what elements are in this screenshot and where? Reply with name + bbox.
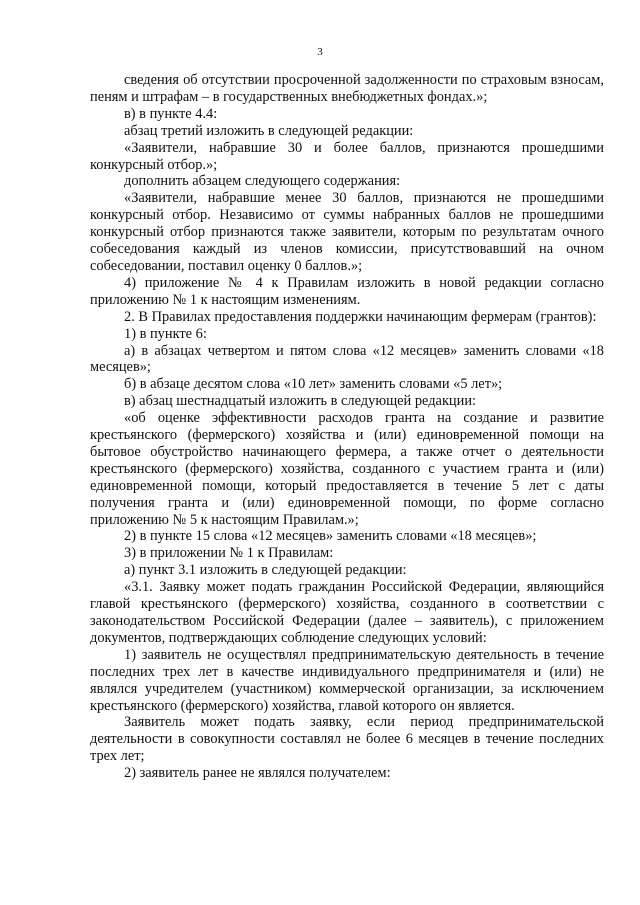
paragraph: абзац третий изложить в следующей редакции: — [124, 122, 414, 139]
paragraph: «Заявители, набравшие менее 30 баллов, признаются не прошедшими конкурсный отбор. Независимо от суммы набранных баллов не прошедшими конкурсный отбор признаются также заявители, которым по результатам очного собеседования каждый из членов комиссии, присутствовавший на очном собеседовании, поставил оценку 0 баллов.»; — [90, 190, 604, 274]
paragraph: б) в абзаце десятом слова «10 лет» заменить словами «5 лет»; — [124, 376, 503, 393]
paragraph: в) абзац шестнадцатый изложить в следующей редакции: — [124, 393, 477, 410]
paragraph: 4) приложение № 4 к Правилам изложить в новой редакции согласно приложению № 1 к настоящим изменениям. — [90, 274, 604, 308]
paragraph: а) в абзацах четвертом и пятом слова «12 месяцев» заменить словами «18 месяцев»; — [90, 342, 604, 376]
page-number: 3 — [317, 46, 323, 58]
paragraph: 2) в пункте 15 слова «12 месяцев» заменить словами «18 месяцев»; — [124, 528, 537, 545]
document-body — [90, 72, 604, 782]
paragraph: «об оценке эффективности расходов гранта на создание и развитие крестьянского (фермерского) хозяйства и (или) единовременной помощи на бытовое обустройство начинающего фермера, а также отчет о деятельности крестьянского (фермерского) хозяйства, созданного с участием гранта и (или) единовременной помощи, который предоставляется в течение 5 лет с даты получения гранта и (или) единовременной помощи, по форме согласно приложению № 5 к настоящим Правилам.»; — [90, 410, 604, 528]
paragraph: Заявитель может подать заявку, если период предпринимательской деятельности в совокупности составлял не более 6 месяцев в течение последних трех лет; — [90, 714, 604, 765]
paragraph: 3) в приложении № 1 к Правилам: — [124, 545, 334, 562]
paragraph: а) пункт 3.1 изложить в следующей редакции: — [124, 562, 407, 579]
paragraph: «3.1. Заявку может подать гражданин Российской Федерации, являющийся главой крестьянского (фермерского) хозяйства, созданного в соответствии с законодательством Российской Федерации (далее – заявитель), с приложением документов, подтверждающих соблюдение следующих условий: — [90, 579, 604, 646]
paragraph: 2. В Правилах предоставления поддержки начинающим фермерам (грантов): — [124, 308, 597, 325]
paragraph: «Заявители, набравшие 30 и более баллов, признаются прошедшими конкурсный отбор.»; — [90, 139, 604, 173]
paragraph: 2) заявитель ранее не являлся получателем: — [124, 765, 391, 782]
paragraph: 1) заявитель не осуществлял предпринимательскую деятельность в течение последних трех лет в качестве индивидуального предпринимателя и (или) не являлся учредителем (участником) коммерческой организации, за исключением крестьянского (фермерского) хозяйства, главой которого он является. — [90, 646, 604, 714]
paragraph: 1) в пункте 6: — [124, 325, 207, 342]
paragraph: в) в пункте 4.4: — [124, 105, 218, 122]
paragraph: дополнить абзацем следующего содержания: — [124, 173, 401, 190]
paragraph: сведения об отсутствии просроченной задолженности по страховым взносам, пеням и штрафам – в государственных внебюджетных фондах.»; — [90, 72, 604, 105]
